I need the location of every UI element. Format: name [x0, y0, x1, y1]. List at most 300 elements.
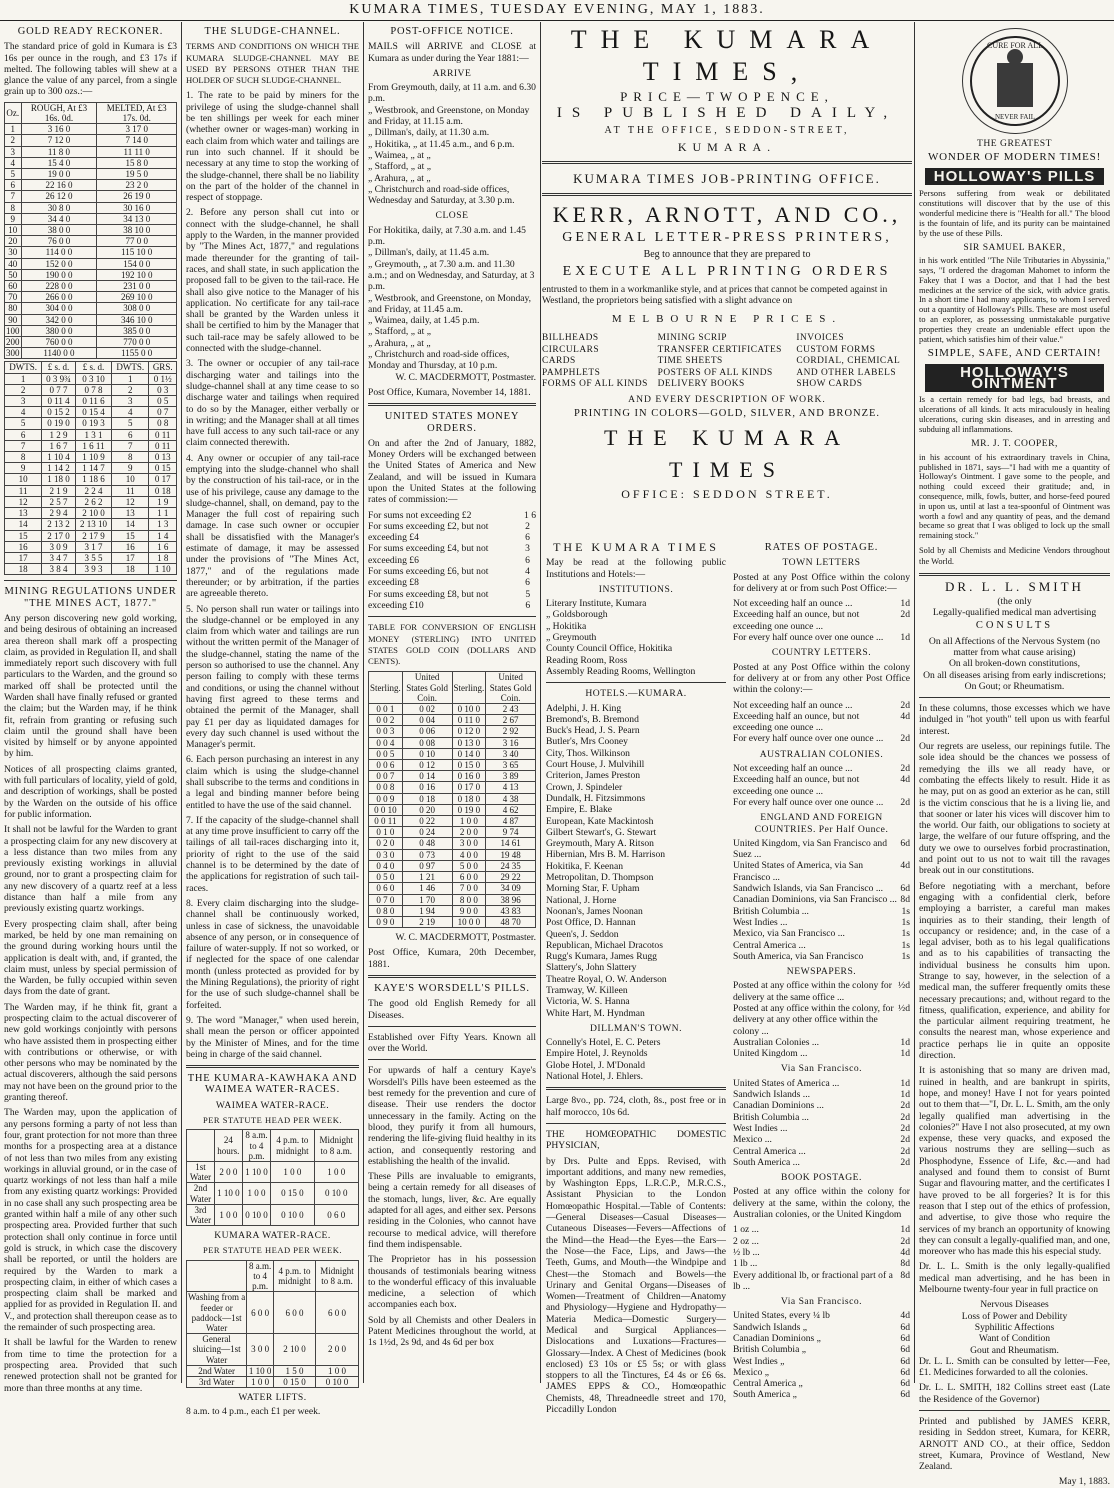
country-intro: Posted at any Post Office within the colony for delivery at or from any other Post Office within the colony:—	[733, 661, 910, 696]
smith-topic: Syphilitic Affections	[974, 1321, 1055, 1333]
simple-safe: SIMPLE, SAFE, AND CERTAIN!	[927, 347, 1102, 360]
dwts-row-cell: 16	[112, 541, 149, 552]
hotel-item: Hokitika, F. Keenan	[546, 860, 624, 872]
dwts-row-cell: 2 13 2	[42, 519, 76, 530]
hotel-item: Hibernian, Mrs B. M. Harrison	[546, 849, 666, 861]
conv-row-cell: 2 92	[486, 726, 536, 737]
book-rate	[733, 1224, 910, 1235]
conv-header: Sterling.	[452, 672, 486, 704]
water-row-cell: 0 10 0	[242, 1204, 270, 1225]
town-rate-value: 1d	[900, 632, 910, 644]
kaye-est: Established over Fifty Years. Known all over the World.	[368, 1031, 536, 1055]
mining-title: MINING REGULATIONS UNDER "THE MINES ACT, 1877."	[4, 586, 177, 609]
mining-paragraph: Every prospecting claim shall, after being marked, be held by one man remaining on the ground during working hours until the application is dealt with, and, if granted, the claim must, unless by special permission of the Warden, be fully occupied within seven days from the date of grant.	[4, 918, 177, 998]
gold-row-cell: 30 16 0	[97, 202, 177, 213]
dwts-row-cell: 0 11 6	[75, 396, 111, 407]
dwts-row-cell: 0 7 8	[75, 384, 111, 395]
times-price: PRICE—TWOPENCE,	[620, 89, 834, 104]
money-rate-value: 1 6	[524, 509, 536, 521]
conv-row-cell: 2 67	[486, 715, 536, 726]
kumara-row-cell: 0 10 0	[316, 1376, 359, 1387]
country-rate-value: 2d	[900, 699, 910, 711]
via2-rate	[733, 1367, 910, 1378]
firm-execute: EXECUTE ALL PRINTING ORDERS	[562, 264, 892, 279]
foreign-rate-label: United States of America, via San Francisco ...	[733, 860, 864, 883]
hotel-item: Rugg's Kumara, James Rugg	[546, 951, 657, 963]
waimea-title: WAIMEA WATER-RACE.	[215, 1099, 330, 1111]
via-rate-value: 2d	[900, 1145, 910, 1157]
dwts-row-cell: 1 10 9	[75, 452, 111, 463]
conv-row-cell: 0 8 0	[369, 905, 403, 916]
sludge-subtitle: TERMS AND CONDITIONS ON WHICH THE KUMARA SLUDGE-CHANNEL MAY BE USED BY PERSONS OTHER THAN THE HOLDER OF SUCH SLUDGE-CHANNEL.	[186, 41, 359, 86]
conv-row	[369, 760, 536, 771]
via-rates	[733, 1078, 910, 1168]
gold-row-cell: 60	[5, 281, 22, 292]
dwts-row-cell: 9	[5, 463, 42, 474]
aus-rate	[733, 774, 910, 797]
hotels-list	[546, 703, 726, 1019]
conv-row	[369, 872, 536, 883]
conv-row-cell: 0 9 0	[369, 916, 403, 927]
conv-row-cell: 7 0 0	[452, 883, 486, 894]
hotel-item: Greymouth, Mary A. Ritson	[546, 838, 654, 850]
gold-row-cell: 385 0 0	[97, 325, 177, 336]
gold-row-cell: 9	[5, 213, 22, 224]
kumara-header: 4 p.m. to midnight	[273, 1260, 315, 1292]
foreign-rate-value: 6d	[900, 837, 910, 849]
money-title: UNITED STATES MONEY ORDERS.	[384, 411, 520, 434]
smith-paragraph: Our regrets are useless, our repinings futile. The sole idea should be the chances we possess of remedying the ills we all ready have, or combating the effects likely to result. Hide it as he may, put on as good an exterior as he can, still is the victim conscious that he is a living lie, and that sooner or later his vices will discover him to the world. Our faith, our obligations to society at large, the welfare of our future offspring, and the duty we owe to ourselves forbid procrastination, and point out to us not to wait till the ravages break out in our constitutions.	[919, 741, 1110, 877]
water-row-cell: 1 0 0	[271, 1161, 314, 1182]
gold-header: Oz.	[5, 102, 22, 123]
book-rate	[733, 1258, 910, 1269]
column-rule	[540, 22, 541, 1383]
job-type: CIRCULARS	[542, 344, 600, 355]
arrive-line: „ Hokitika, „ at 11.45 a.m., and 6 p.m.	[368, 138, 515, 150]
money-rate-label: For sums exceeding £8, but not exceeding £10	[368, 588, 489, 611]
lifts-title: WATER LIFTS.	[238, 1392, 307, 1404]
country-rate-value: 2d	[900, 733, 910, 745]
via-rate	[733, 1134, 910, 1145]
foreign-rate	[733, 883, 910, 894]
ointment-text: Is a certain remedy for bad legs, bad breasts, and ulcerations of all kinds. It acts miraculously in healing ulcerations, curing skin diseases, and in arresting and subduing all inflammations.	[919, 395, 1110, 434]
conv-row-cell: 0 24	[402, 827, 452, 838]
job-type: INVOICES	[796, 333, 845, 343]
country-rate	[733, 700, 910, 711]
gold-row-cell: 2	[5, 135, 22, 146]
holloway-ointment-badge: HOLLOWAY'S OINTMENT	[925, 364, 1104, 393]
gold-row	[5, 146, 177, 157]
dillmans-list	[546, 1037, 726, 1082]
gold-row-cell: 30	[5, 247, 22, 258]
gold-row-cell: 34 4 0	[21, 213, 97, 224]
smith-paragraph: In these columns, those excesses which we have indulged in "hot youth" tell upon us with fearful interest.	[919, 703, 1110, 737]
dwts-row-cell: 1 18 6	[75, 474, 111, 485]
via-rate-value: 2d	[900, 1156, 910, 1168]
gold-row-cell: 11 11 0	[97, 146, 177, 157]
post-intro: MAILS will ARRIVE and CLOSE at Kumara as under during the Year 1881:—	[368, 41, 536, 64]
conv-row	[369, 860, 536, 871]
job-type: TRANSFER CERTIFICATES	[657, 344, 782, 355]
kumara-row-cell: 2 0 0	[316, 1334, 359, 1366]
via2-rate	[733, 1378, 910, 1389]
town-rate-label: For every half ounce over one ounce ...	[733, 632, 884, 644]
dwts-row-cell: 1 1	[149, 508, 177, 519]
post-title: POST-OFFICE NOTICE.	[390, 26, 514, 37]
dillmans-item: Empire Hotel, J. Reynolds	[546, 1048, 648, 1060]
via-rate	[733, 1146, 910, 1157]
water-row-cell: 0 10 0	[271, 1204, 314, 1225]
town-rate	[733, 598, 910, 609]
sludge-paragraph: 5. No person shall run water or tailings into the sludge-channel or be employed in any claim from which water and tailings are run without the written permit of the Manager of the sludge-channel, stating the name of the person so authorised to use the channel. Any person failing to comply with these terms and conditions, or using the channel without having first agreed to these terms and obtained the permit of the Manager, shall pay £1 per day as liquidated damages for every day such channel is used without the Manager's permit.	[186, 603, 359, 751]
dwts-row-cell: 1 18 0	[42, 474, 76, 485]
kumara-row-cell: 1 10 0	[247, 1365, 274, 1376]
book-rate-label: 1 oz ...	[733, 1224, 759, 1236]
kumara-row-cell: 1 0 0	[247, 1376, 274, 1387]
smith-only: (the only	[997, 595, 1032, 607]
greatest: THE GREATEST	[976, 138, 1052, 149]
conv-row-cell: 3 89	[486, 771, 536, 782]
dwts-row-cell: 2 6 2	[75, 496, 111, 507]
close-list	[368, 225, 536, 372]
via-rate-label: Sandwich Islands ...	[733, 1089, 811, 1101]
conv-row-cell: 0 16 0	[452, 771, 486, 782]
hotel-item: White Hart, M. Hyndman	[546, 1007, 645, 1019]
column-postage	[733, 540, 910, 1401]
cooper-title: MR. J. T. COOPER,	[971, 438, 1058, 450]
dwts-table	[4, 361, 177, 575]
gold-row-cell: 200	[6, 337, 20, 348]
close-line: „ Christchurch and road-side offices, Monday and Thursday, at 10 p.m.	[368, 349, 510, 372]
smith-paragraph: Dr. L. L. Smith is the only legally-qualified medical man advertising, and he has been in Melbourne twenty-four year in full practice on	[919, 1261, 1110, 1296]
dwts-row-cell: 5	[112, 418, 149, 429]
conv-row-cell: 0 15 0	[452, 760, 486, 771]
job-type: DELIVERY BOOKS	[657, 379, 745, 389]
via-title: Via San Francisco.	[780, 1063, 863, 1075]
via-rate-value: 2d	[900, 1134, 910, 1146]
dwts-row	[5, 440, 177, 451]
book-rates	[733, 1224, 910, 1269]
money-rate	[368, 510, 536, 521]
dwts-row-cell: 10	[5, 474, 42, 485]
via-rate-label: Central America ...	[733, 1145, 806, 1157]
foreign-rate	[733, 906, 910, 917]
gold-row	[5, 202, 177, 213]
water-row	[187, 1204, 359, 1225]
firm-entrusted: entrusted to them in a workmanlike style, and at prices that cannot be competed against in Westland, the proprietors being satisfied with a slight advance on	[542, 284, 888, 306]
dwts-row-cell: 3	[5, 396, 42, 407]
dwts-row	[5, 384, 177, 395]
conv-row-cell: 0 18	[402, 793, 452, 804]
via-rate-label: South America ...	[733, 1156, 800, 1168]
aus-rate-label: Exceeding half an ounce, but not exceeding one ounce ...	[733, 774, 860, 797]
conv-row-cell: 3 0 0	[452, 838, 486, 849]
conv-row	[369, 793, 536, 804]
gold-row-cell: 7	[5, 191, 22, 202]
via-rate	[733, 1078, 910, 1089]
kaye-paragraph: Sold by all Chemists and other Dealers in Patent Medicines throughout the world, at 1s 1½d, 2s 9d, and 4s 6d per box	[368, 1314, 536, 1349]
institutions-title: INSTITUTIONS.	[598, 583, 674, 595]
conv-row-cell: 0 0 2	[369, 715, 403, 726]
dwts-row-cell: 3 9 3	[75, 564, 111, 575]
hotel-item: Tramway, W. Killeen	[546, 984, 628, 996]
hotel-item: National, J. Horne	[546, 894, 617, 906]
hotel-item: Queen's, J. Seddon	[546, 928, 619, 940]
gold-row-cell: 308 0 0	[97, 303, 177, 314]
gold-row	[5, 169, 177, 180]
book-intro: Posted at any office within the colony for delivery at the same, within the colony, the Australian colonies, or the United Kingdom	[733, 1186, 910, 1221]
news-title: NEWSPAPERS.	[786, 966, 857, 978]
via2-rate	[733, 1333, 910, 1344]
gold-row	[5, 325, 177, 336]
foreign-rate-label: Sandwich Islands, via San Francisco ...	[733, 883, 884, 895]
kumara-row-cell: 2 10 0	[273, 1334, 315, 1366]
gold-row-cell: 19 0 0	[21, 169, 97, 180]
hotel-item: Butler's, Mrs Cooney	[546, 736, 628, 748]
news-rates	[733, 980, 910, 1059]
conv-row-cell: 0 6 0	[369, 883, 403, 894]
hotel-item: Criterion, James Preston	[546, 770, 641, 782]
conv-row-cell: 43 83	[486, 905, 536, 916]
dwts-row-cell: 0 19 0	[42, 418, 76, 429]
dwts-row-cell: 1 6 7	[42, 440, 76, 451]
job-type: CUSTOM FORMS	[796, 344, 876, 355]
town-rate-value: 2d	[900, 609, 910, 621]
via-rate-label: Mexico ...	[733, 1134, 772, 1146]
gold-row-cell: 5	[5, 169, 22, 180]
town-rate-value: 1d	[900, 598, 910, 610]
via2-rate-value: 6d	[900, 1378, 910, 1390]
gold-row-cell: 3 16 0	[21, 124, 97, 135]
conv-row	[369, 816, 536, 827]
column-gold-mining	[4, 24, 177, 1394]
hotel-item: Noonan's, James Noonan	[546, 905, 643, 917]
readat-lead: May be read at the following public Institutions and Hotels:—	[546, 557, 726, 580]
arrive-line: „ Stafford, „ at „	[368, 161, 431, 173]
conv-row	[369, 704, 536, 715]
foreign-rate-value: 8d	[900, 894, 910, 906]
conv-row	[369, 838, 536, 849]
job-type: TIME SHEETS	[657, 356, 723, 366]
dwts-row	[5, 373, 177, 384]
dwts-row-cell: 2	[5, 384, 42, 395]
hotel-item: Gilbert Stewart's, G. Stewart	[546, 826, 657, 838]
via-rate	[733, 1112, 910, 1123]
book-every-row: Every additional lb, or fractional part of a lb ... 8d	[733, 1269, 910, 1292]
hotel-item: Dundalk, H. Fitzsimmons	[546, 792, 646, 804]
smith-consult-line: On all broken-down constitutions,	[948, 658, 1081, 670]
water-row-cell: 0 15 0	[271, 1183, 314, 1204]
gold-row-cell: 3 17 0	[97, 124, 177, 135]
dwts-row-cell: 18	[5, 564, 42, 575]
conv-row	[369, 827, 536, 838]
conv-row-cell: 0 0 7	[369, 771, 403, 782]
close-label: CLOSE	[435, 210, 469, 222]
institution-item: Literary Institute, Kumara	[546, 598, 647, 610]
gold-row-cell: 38 10 0	[97, 225, 177, 236]
dwts-row-cell: 3 4 7	[42, 552, 76, 563]
conv-row-cell: 1 46	[402, 883, 452, 894]
sludge-title: THE SLUDGE-CHANNEL.	[204, 26, 341, 37]
gold-row-cell: 80	[5, 303, 22, 314]
gold-header: ROUGH, At £3 16s. 0d.	[21, 102, 97, 123]
dwts-row	[5, 530, 177, 541]
mining-paragraph: Any person discovering new gold working, and being desirous of obtaining an increased area thereon shall mark off a prospecting claim, as provided in Regulation II, and shall immediately report such discovery with full particulars to the Warden, and the ground so marked off shall be protected until the Warden shall have finally refused or granted the claim; but the Warden may, if he think fit, refrain from granting or refusing such claim until the ground shall have been visited by himself or by anyone appointed by him.	[4, 612, 177, 760]
aus-rate-value: 2d	[900, 796, 910, 808]
water-row-cell: 1 0 0	[242, 1183, 270, 1204]
gold-row	[5, 124, 177, 135]
job-type: MINING SCRIP	[657, 333, 727, 343]
kumara-race-table	[186, 1260, 359, 1388]
via-rate	[733, 1100, 910, 1111]
gold-row-cell: 8	[5, 202, 22, 213]
dillmans-item: National Hotel, J. Ehlers.	[546, 1071, 643, 1083]
country-rate-value: 4d	[900, 710, 910, 722]
money-rate	[368, 543, 536, 566]
dwts-row-cell: 0 15	[149, 463, 177, 474]
dwts-row-cell: 0 1½	[149, 373, 177, 384]
kaye-lead: The good old English Remedy for all Diseases.	[368, 998, 536, 1021]
conv-row-cell: 4 62	[486, 804, 536, 815]
kumara-row	[187, 1365, 359, 1376]
dwts-row-cell: 2	[112, 384, 149, 395]
post-place-date: Post Office, Kumara, November 14, 1881.	[368, 386, 531, 398]
foreign-rate	[733, 951, 910, 962]
conv-row-cell: 0 02	[402, 704, 452, 715]
money-rate-label: For sums exceeding £4, but not exceeding £6	[368, 543, 489, 566]
conv-row-cell: 2 19	[402, 916, 452, 927]
gold-row	[5, 337, 177, 348]
via-rate	[733, 1157, 910, 1168]
via-rate-label: Canadian Dominions ...	[733, 1100, 824, 1112]
gold-row-cell: 50	[5, 269, 22, 280]
hotel-item: Slattery's, John Slattery	[546, 962, 637, 974]
via-rate	[733, 1123, 910, 1134]
aus-title: AUSTRALIAN COLONIES.	[759, 748, 884, 760]
foreign-rate-label: Central America ...	[733, 939, 806, 951]
homeo-title: THE HOMŒOPATHIC DOMESTIC PHYSICIAN,	[546, 1128, 726, 1152]
times-advert	[542, 24, 912, 534]
foreign-rate	[733, 838, 910, 861]
aus-rate-value: 4d	[900, 774, 910, 786]
via2-rate-value: 6d	[900, 1321, 910, 1333]
conv-row-cell: 29 22	[486, 872, 536, 883]
dwts-row-cell: 0 18	[149, 485, 177, 496]
gold-row	[5, 180, 177, 191]
via2-rate	[733, 1389, 910, 1400]
kumara-header: Midnight to 8 a.m.	[316, 1260, 359, 1292]
news-rate-label: Posted at any office within the colony for delivery at the same office ...	[733, 980, 892, 1003]
foreign-rate	[733, 894, 910, 905]
gold-row-cell: 22 16 0	[21, 180, 97, 191]
waimea-table	[186, 1129, 359, 1226]
gold-row	[5, 314, 177, 325]
country-rate-label: For every half ounce over one ounce ...	[733, 733, 884, 745]
book-rate	[733, 1236, 910, 1247]
dwts-row-cell: 3 5 5	[75, 552, 111, 563]
sludge-paragraph: 3. The owner or occupier of any tail-race discharging water and tailings into the sludge-channel shall at any time cease to so discharge water and tailings when required to do so by the Manager, either verbally or in writing; and the Manager shall at all times have full access to any such tail-race or any claim connected therewith.	[186, 358, 359, 449]
sludge-paragraph: 6. Each person purchasing an interest in any claim which is using the sludge-channel shall subscribe to the terms and conditions in a legal and binding manner before being entitled to have the use of the said channel.	[186, 754, 359, 811]
via2-rate-label: West Indies „	[733, 1355, 785, 1367]
dwts-row-cell: 3	[112, 396, 149, 407]
gold-row-cell: 114 0 0	[21, 247, 97, 258]
water-row-cell: 1 0 0	[214, 1204, 242, 1225]
via-rate-value: 2d	[900, 1122, 910, 1134]
smith-consult-list	[919, 636, 1110, 692]
gold-row-cell: 770 0 0	[97, 337, 177, 348]
conv-row-cell: 38 96	[486, 894, 536, 905]
water-row-cell: 3rd Water	[187, 1204, 215, 1225]
via2-rate	[733, 1310, 910, 1321]
dwts-row-cell: 6	[112, 429, 149, 440]
news-rate	[733, 1037, 910, 1048]
gold-row	[5, 269, 177, 280]
dwts-header: DWTS.	[112, 362, 149, 373]
money-rate-value: 4 6	[525, 566, 530, 589]
dwts-row-cell: 5	[5, 418, 42, 429]
via2-rate-label: Mexico „	[733, 1366, 769, 1378]
conv-row-cell: 0 0 10	[369, 804, 403, 815]
kaye-paragraph: These Pills are invaluable to emigrants, being a certain remedy for all diseases of the stomach, lungs, liver, &c. Are equally adapted for all ages, and either sex. Persons residing in the Colonies, who cannot have recourse to medical advice, will therefore find them indispensable.	[368, 1171, 536, 1250]
money-rate	[368, 521, 536, 544]
dwts-row-cell: 8	[112, 452, 149, 463]
via-rate-label: British Columbia ...	[733, 1111, 809, 1123]
dwts-row-cell: 1	[5, 373, 42, 384]
conv-row-cell: 4 0 0	[452, 849, 486, 860]
foreign-rate-label: South America, via San Francisco	[733, 950, 864, 962]
dwts-row-cell: 10	[112, 474, 149, 485]
gold-row-cell: 269 10 0	[97, 292, 177, 303]
aus-rate-label: Not exceeding half an ounce ...	[733, 763, 853, 775]
dwts-row-cell: 3 8 4	[42, 564, 76, 575]
hotel-item: Adelphi, J. H. King	[546, 702, 622, 714]
aus-rate-value: 2d	[900, 763, 910, 775]
arrive-line: „ Arahura, „ at „	[368, 172, 431, 184]
institution-item: „ Greymouth	[546, 632, 597, 644]
foreign-rate	[733, 928, 910, 939]
seal-text-b: NEVER FAIL	[994, 113, 1035, 121]
column-holloway-smith	[919, 24, 1111, 1488]
firm-name: KERR, ARNOTT, AND CO.,	[552, 202, 902, 227]
book-rate-value: 8d	[900, 1258, 910, 1270]
gold-row-cell: 19 5 0	[97, 169, 177, 180]
institution-item: County Council Office, Hokitika	[546, 643, 673, 655]
dwts-row-cell: 7	[112, 440, 149, 451]
mining-text	[4, 613, 177, 1394]
foreign-title: ENGLAND AND FOREIGN COUNTRIES. Per Half Ounce.	[754, 812, 889, 835]
conv-row-cell: 0 3 0	[369, 849, 403, 860]
gold-row-cell: 23 2 0	[97, 180, 177, 191]
gold-row-cell: 38 0 0	[21, 225, 97, 236]
conv-row-cell: 0 5 0	[369, 872, 403, 883]
dwts-row-cell: 2 2 4	[75, 485, 111, 496]
close-line: „ Westbrook, and Greenstone, on Monday, and Friday, at 11.45 a.m.	[368, 292, 532, 315]
mining-paragraph: The Warden may, if he think fit, grant a prospecting claim to the actual discoverer of new gold workings conjointly with persons who have assisted them in prospecting either with contributions or otherwise, or with other persons who may be nominated by the actual discoverers, although the said persons may not have been on the ground prior to the granting thereof.	[4, 1001, 177, 1104]
institution-item: Reading Room, Ross	[546, 654, 628, 666]
via2-rate-label: Central America „	[733, 1378, 803, 1390]
town-intro: Posted at any Post Office within the colony for delivery at or from such Post Office:—	[733, 571, 910, 594]
conv-row-cell: 0 22	[402, 816, 452, 827]
gold-row-cell: 380 0 0	[21, 325, 97, 336]
imprint-date: May 1, 1883.	[1058, 1476, 1110, 1488]
dwts-row-cell: 15	[112, 530, 149, 541]
gold-row-cell: 26 12 0	[21, 191, 97, 202]
foreign-rate-value: 1s	[901, 916, 910, 928]
conv-row	[369, 737, 536, 748]
dwts-row-cell: 1 6 11	[75, 440, 111, 451]
book-rate-label: ½ lb ...	[733, 1246, 760, 1258]
arrive-line: From Greymouth, daily, at 11 a.m. and 6.30 p.m.	[368, 82, 536, 105]
